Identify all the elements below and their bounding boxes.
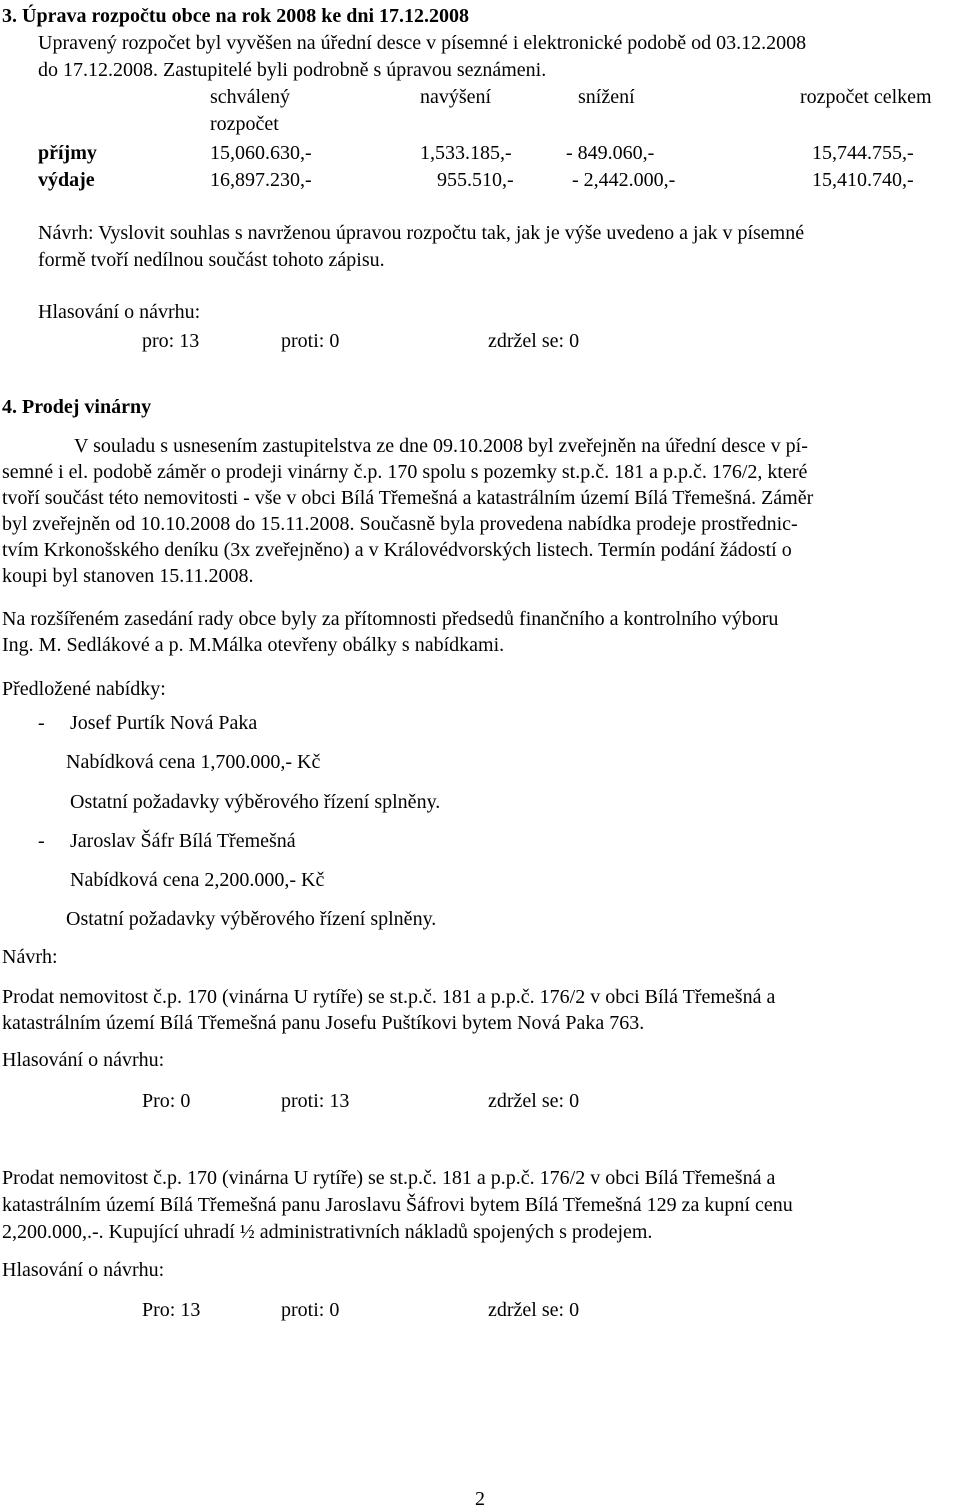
header-decrease: snížení	[578, 86, 635, 108]
offers-label: Předložené nabídky:	[2, 678, 166, 700]
vote-2-pro: Pro: 13	[142, 1299, 201, 1321]
para1-line-4: byl zveřejněn od 10.10.2008 do 15.11.2008. Současně byla provedena nabídka prodeje prostřednic-	[2, 513, 798, 535]
section-3-vote-label: Hlasování o návrhu:	[38, 301, 201, 323]
row-income-decrease: - 849.060,-	[566, 142, 655, 164]
vote-1-pro: Pro: 0	[142, 1090, 191, 1112]
section-3-intro-line-1: Upravený rozpočet byl vyvěšen na úřední desce v písemné i elektronické podobě od 03.12.2008	[38, 32, 807, 54]
row-income-increase: 1,533.185,-	[420, 142, 512, 164]
section-3-proposal-line-1: Návrh: Vyslovit souhlas s navrženou úpravou rozpočtu tak, jak je výše uvedeno a jak v písemné	[38, 222, 805, 244]
para1-line-6: koupi byl stanoven 15.11.2008.	[2, 565, 254, 587]
section-4-heading: 4. Prodej vinárny	[2, 396, 152, 418]
row-label-income: příjmy	[38, 142, 97, 164]
para1-line-1: V souladu s usnesením zastupitelstva ze dne 09.10.2008 byl zveřejněn na úřední desce v pí-	[74, 435, 808, 457]
offer-1-dash: -	[38, 712, 45, 734]
motion-1-line-1: Prodat nemovitost č.p. 170 (vinárna U rytíře) se st.p.č. 181 a p.p.č. 176/2 v obci Bílá Třemešná a	[2, 986, 776, 1008]
motion-2-line-1: Prodat nemovitost č.p. 170 (vinárna U rytíře) se st.p.č. 181 a p.p.č. 176/2 v obci Bílá Třemešná a	[2, 1167, 776, 1189]
row-income-total: 15,744.755,-	[812, 142, 914, 164]
header-approved-2: rozpočet	[210, 113, 279, 135]
row-label-expenses: výdaje	[38, 169, 95, 191]
offer-2-name: Jaroslav Šáfr Bílá Třemešná	[70, 830, 296, 852]
para1-line-2: semné i el. podobě záměr o prodeji vinárny č.p. 170 spolu s pozemky st.p.č. 181 a p.p.č. 176/2, které	[2, 461, 808, 483]
vote-proti: proti: 0	[281, 330, 340, 352]
offer-2-dash: -	[38, 830, 45, 852]
proposal-label: Návrh:	[2, 946, 58, 968]
header-increase: navýšení	[420, 86, 492, 108]
row-income-approved: 15,060.630,-	[210, 142, 312, 164]
header-total: rozpočet celkem	[800, 86, 932, 108]
offer-2-note: Ostatní požadavky výběrového řízení splněny.	[66, 908, 437, 930]
vote-1-zdrzel: zdržel se: 0	[488, 1090, 580, 1112]
vote-2-proti: proti: 0	[281, 1299, 340, 1321]
offer-2-price: Nabídková cena 2,200.000,- Kč	[70, 869, 325, 891]
para2-line-1: Na rozšířeném zasedání rady obce byly za přítomnosti předsedů finančního a kontrolního výboru	[2, 608, 779, 630]
row-expenses-total: 15,410.740,-	[812, 169, 914, 191]
vote-1-label: Hlasování o návrhu:	[2, 1049, 165, 1071]
motion-1-line-2: katastrálním území Bílá Třemešná panu Josefu Puštíkovi bytem Nová Paka 763.	[2, 1012, 645, 1034]
vote-1-proti: proti: 13	[281, 1090, 350, 1112]
motion-2-line-2: katastrálním území Bílá Třemešná panu Jaroslavu Šáfrovi bytem Bílá Třemešná 129 za kupní cenu	[2, 1194, 793, 1216]
para1-line-5: tvím Krkonošského deníku (3x zveřejněno) a v Královédvorských listech. Termín podání žádostí o	[2, 539, 792, 561]
vote-zdrzel: zdržel se: 0	[488, 330, 580, 352]
page-number: 2	[475, 1488, 485, 1510]
vote-pro: pro: 13	[142, 330, 200, 352]
offer-1-price: Nabídková cena 1,700.000,- Kč	[66, 751, 321, 773]
section-3-proposal-line-2: formě tvoří nedílnou součást tohoto zápisu.	[38, 249, 385, 271]
offer-1-note: Ostatní požadavky výběrového řízení splněny.	[70, 791, 441, 813]
offer-1-name: Josef Purtík Nová Paka	[70, 712, 258, 734]
header-approved: schválený	[210, 86, 290, 108]
row-expenses-increase: 955.510,-	[437, 169, 514, 191]
row-expenses-decrease: - 2,442.000,-	[572, 169, 676, 191]
section-3-intro-line-2: do 17.12.2008. Zastupitelé byli podrobně s úpravou seznámeni.	[38, 59, 547, 81]
vote-2-label: Hlasování o návrhu:	[2, 1259, 165, 1281]
para2-line-2: Ing. M. Sedlákové a p. M.Málka otevřeny obálky s nabídkami.	[2, 634, 505, 656]
para1-line-3: tvoří součást této nemovitosti - vše v obci Bílá Třemešná a katastrálním území Bílá Třemešná. Záměr	[2, 487, 814, 509]
motion-2-line-3: 2,200.000,.-. Kupující uhradí ½ administrativních nákladů spojených s prodejem.	[2, 1221, 653, 1243]
vote-2-zdrzel: zdržel se: 0	[488, 1299, 580, 1321]
section-3-heading: 3. Úprava rozpočtu obce na rok 2008 ke dni 17.12.2008	[2, 5, 470, 27]
row-expenses-approved: 16,897.230,-	[210, 169, 312, 191]
